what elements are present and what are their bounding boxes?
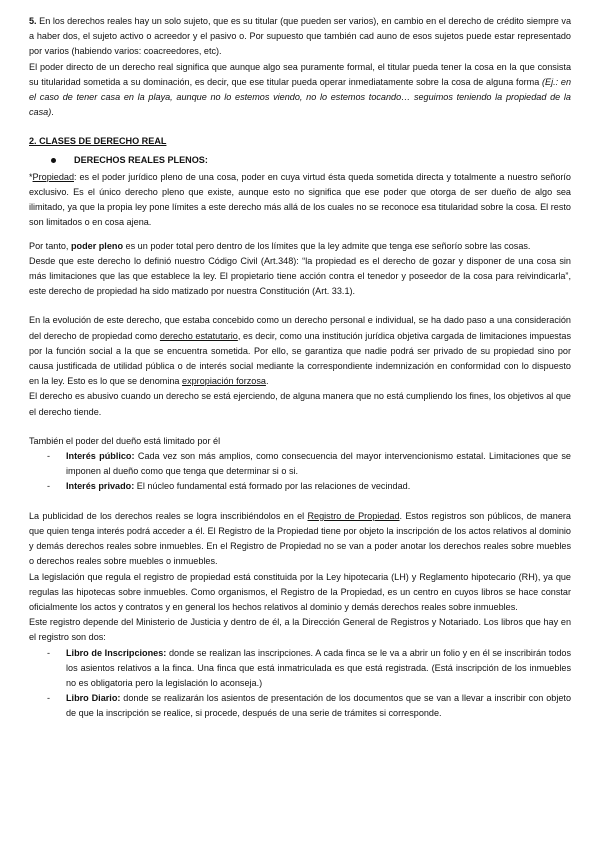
paragraph-text: Por tanto, [29, 240, 71, 251]
paragraph-text: es un poder total pero dentro de los límites que la ley admite que tenga ese señorío sobre las cosas. [123, 240, 531, 251]
paragraph-abusivo: El derecho es abusivo cuando un derecho se está ejerciendo, de alguna manera que no está cumpliendo los fines, los objetivos al que el derecho tiende. [29, 391, 571, 417]
item-text: donde se realizan las inscripciones. A cada finca se le va a abrir un folio y en él se inscribirán todos los asientos relativos a la finca. Una finca que está inmatriculada es que está registrada. (Está inscripción de los inmuebles no es obligatoria pero la legislación lo aconseja.) [66, 647, 571, 688]
term-poder-pleno: poder pleno [70, 240, 124, 251]
point-number: 5. [29, 16, 37, 26]
paragraph-codigo-civil: Desde que este derecho lo definió nuestro Código Civil (Art.348): “la propiedad es el derecho de gozar y disponer de una cosa sin más limitaciones que las que establece la ley. El propietario tiene acción contra el tenedor y poseedor de la cosa para reivindicarla”, este derecho de propiedad ha sido matizado por nuestra Constitución (Art. 33.1). [29, 255, 571, 297]
item-label: Libro Diario: [66, 693, 121, 704]
paragraph-text: : es el poder jurídico pleno de una cosa, poder en cuya virtud ésta queda sometida directa y totalmente a nuestro señorío exclusivo. Es el único derecho pleno que existe, aunque esto no significa que ese poder que otorga de ser dueño de algo sea ilimitado, ya que la propia ley pone límites a este derecho más allá de los cuales no se reconoce esa titularidad sobre la cosa. El resto son limitados o en cosa ajena. [29, 171, 571, 228]
asterisk: * [29, 171, 33, 182]
paragraph-sujetos [29, 14, 571, 60]
limits-list [29, 449, 571, 495]
dash-marker: - [47, 693, 51, 704]
paragraph-evolucion [29, 313, 571, 389]
paragraph-libros-intro: Este registro depende del Ministerio de Justicia y dentro de él, a la Dirección General de Registros y Notariado. Los libros que hay en el registro son dos: [29, 617, 571, 643]
bullet-label: DERECHOS REALES PLENOS: [74, 154, 208, 165]
list-item [29, 449, 571, 479]
dash-marker: - [47, 647, 51, 658]
paragraph-limites-intro: También el poder del dueño está limitado por él [29, 435, 221, 446]
item-label: Interés público: [66, 451, 135, 462]
paragraph-propiedad [29, 170, 571, 231]
paragraph-poder-directo [29, 60, 571, 121]
list-item [29, 646, 571, 692]
dash-marker: - [47, 451, 51, 462]
paragraph-publicidad [29, 509, 571, 570]
list-item [29, 691, 571, 721]
bullet-dot-icon [51, 158, 56, 163]
item-label: Libro de Inscripciones: [66, 647, 167, 658]
term-registro-propiedad: Registro de Propiedad [307, 510, 400, 521]
item-label: Interés privado: [66, 481, 135, 492]
paragraph-text: La publicidad de los derechos reales se logra inscribiéndolos en el [29, 510, 308, 521]
term-expropiacion-forzosa: expropiación forzosa [182, 376, 266, 387]
paragraph-text: . Estos registros son públicos, de manera que quien tenga interés podrá acceder a él. El Registro de la Propiedad tiene por objeto la inscripción de los actos relativos al dominio y demás derechos reales sobre inmuebles. En el Registro de Propiedad no se van a poder anotar los derechos reales sobre muebles o derechos reales sobre muebles o inmuebles. [29, 510, 571, 567]
item-text: El núcleo fundamental está formado por las relaciones de vecindad. [134, 481, 411, 492]
dash-marker: - [47, 481, 51, 492]
books-list [29, 646, 571, 722]
paragraph-text: , es decir, como una institución jurídica objetiva cargada de limitaciones impuestas por la función social a la que se encuentra sometida. Por ello, se garantiza que nadie podrá ser privado de su propiedad sino por causa justificada de utilidad pública o de interés social mediante la correspondiente indemnización en conformidad con lo dispuesto en la ley. Esto es lo que se denomina [29, 330, 571, 387]
paragraph-text: En los derechos reales hay un solo sujeto, que es su titular (que pueden ser varios), en cambio en el derecho de crédito siempre va a haber dos, el sujeto activo o acreedor y el pasivo o. Por supuesto que también cad auno de esos sujetos puede estar representado por varios (habiendo varios: coacreedores, etc). [29, 16, 571, 57]
paragraph-poder-pleno [29, 239, 571, 254]
term-propiedad: Propiedad [32, 171, 75, 182]
list-item [29, 479, 571, 494]
term-derecho-estatutario: derecho estatutario [159, 330, 238, 341]
text-column [29, 14, 571, 722]
section-heading: 2. CLASES DE DERECHO REAL [29, 136, 167, 147]
paragraph-legislacion: La legislación que regula el registro de propiedad está constituida por la Ley hipotecaria (LH) y Reglamento hipotecario (RH), ya que regulas las hipotecas sobre inmuebles. Como organismos, el Registro de la Propiedad, es un centro en cuyos libros se hace constar oficialmente los actos y contratos y en general los hechos relativos al dominio y demás derechos reales sobre inmuebles. [29, 571, 571, 612]
example-italic: (Ej.: en el caso de tener casa en la playa, aunque no lo estemos viendo, no lo estemos tocando… seguimos teniendo la propiedad de la casa) [29, 76, 571, 118]
paragraph-end: . [51, 107, 54, 118]
paragraph-text: El poder directo de un derecho real significa que aunque algo sea puramente formal, el titular pueda tener la cosa en la que consista su titularidad sometida a su dominación, es decir, que ese titular pueda operar inmediatamente sobre la cosa de alguna forma [29, 61, 571, 87]
item-text: Cada vez son más amplios, como consecuencia del mayor intervencionismo estatal. Limitaciones que se imponen al dueño como que tenga que determinar si o si. [66, 451, 571, 477]
bullet-item [29, 153, 571, 168]
item-text: donde se realizarán los asientos de presentación de los documentos que se van a llevar a inscribir con objeto de que la inscripción se realice, si procede, después de una serie de trámites si corresponde. [66, 693, 572, 719]
paragraph-end: . [265, 376, 269, 387]
paragraph-text: En la evolución de este derecho, que estaba concebido como un derecho personal e individual, se ha dado paso a una consideración del derecho de propiedad como [29, 315, 571, 341]
